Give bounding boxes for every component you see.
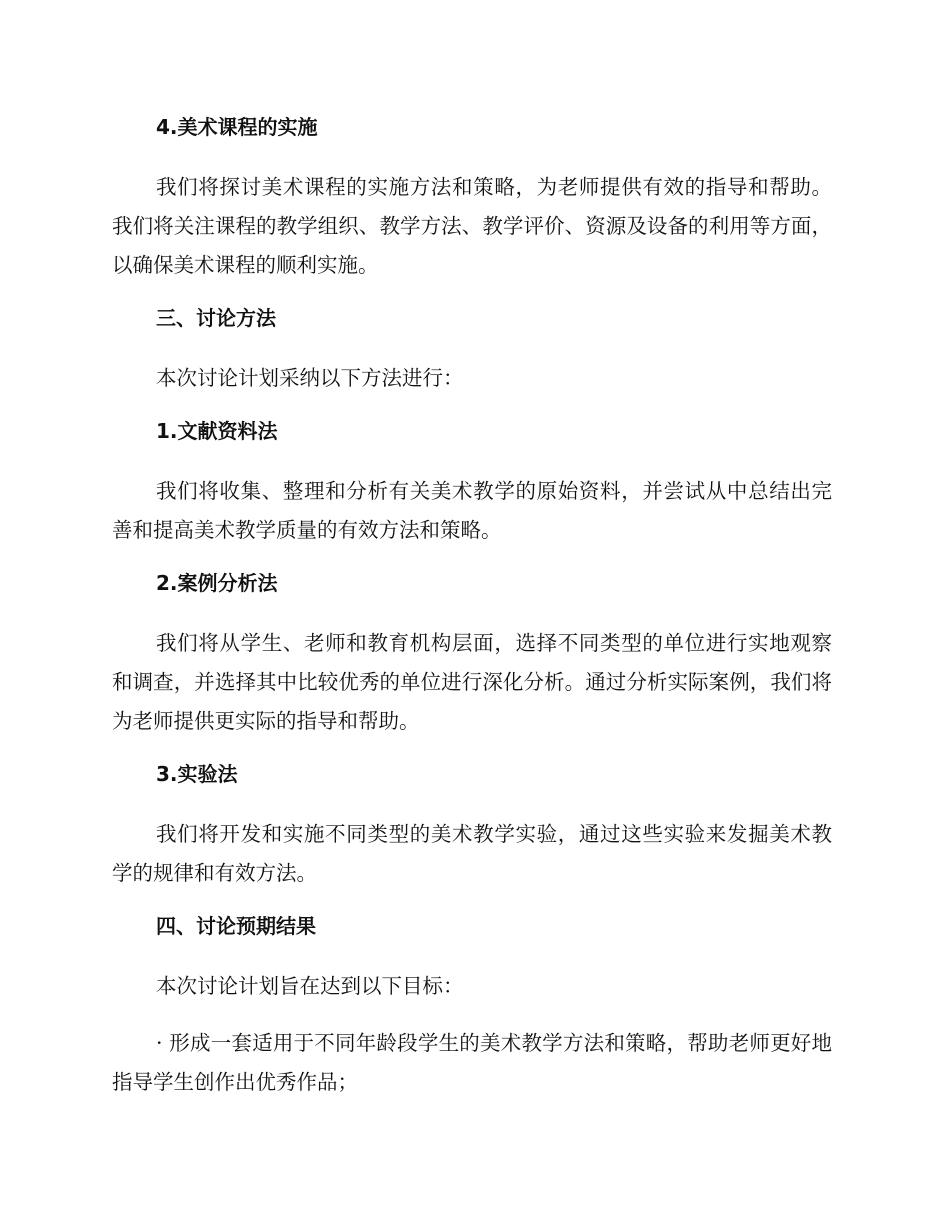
section-heading-expected-results: 四、讨论预期结果	[156, 914, 316, 938]
section-heading-case-analysis: 2.案例分析法	[156, 571, 278, 595]
section-heading-literature-method: 1.文献资料法	[156, 419, 278, 443]
paragraph-implementation: 我们将探讨美术课程的实施方法和策略，为老师提供有效的指导和帮助。我们将关注课程的教学组织、教学方法、教学评价、资源及设备的利用等方面，以确保美术课程的顺利实施。	[112, 175, 832, 277]
paragraph-literature-method: 我们将收集、整理和分析有关美术教学的原始资料，并尝试从中总结出完善和提高美术教学质量的有效方法和策略。	[112, 479, 832, 542]
section-heading-experiment-method: 3.实验法	[156, 762, 238, 786]
section-heading-art-course-implementation: 4.美术课程的实施	[156, 115, 318, 139]
paragraph-experiment-method: 我们将开发和实施不同类型的美术教学实验，通过这些实验来发掘美术教学的规律和有效方法。	[112, 822, 832, 885]
document-body	[112, 112, 832, 1102]
section-heading-discussion-methods: 三、讨论方法	[156, 306, 276, 330]
paragraph-goals-intro: 本次讨论计划旨在达到以下目标：	[156, 974, 464, 998]
paragraph-case-analysis: 我们将从学生、老师和教育机构层面，选择不同类型的单位进行实地观察和调查，并选择其中比较优秀的单位进行深化分析。通过分析实际案例，我们将为老师提供更实际的指导和帮助。	[112, 631, 832, 733]
paragraph-methods-intro: 本次讨论计划采纳以下方法进行：	[156, 366, 464, 390]
bullet-item-goal-1: · 形成一套适用于不同年龄段学生的美术教学方法和策略，帮助老师更好地指导学生创作出优秀作品；	[112, 1031, 832, 1094]
